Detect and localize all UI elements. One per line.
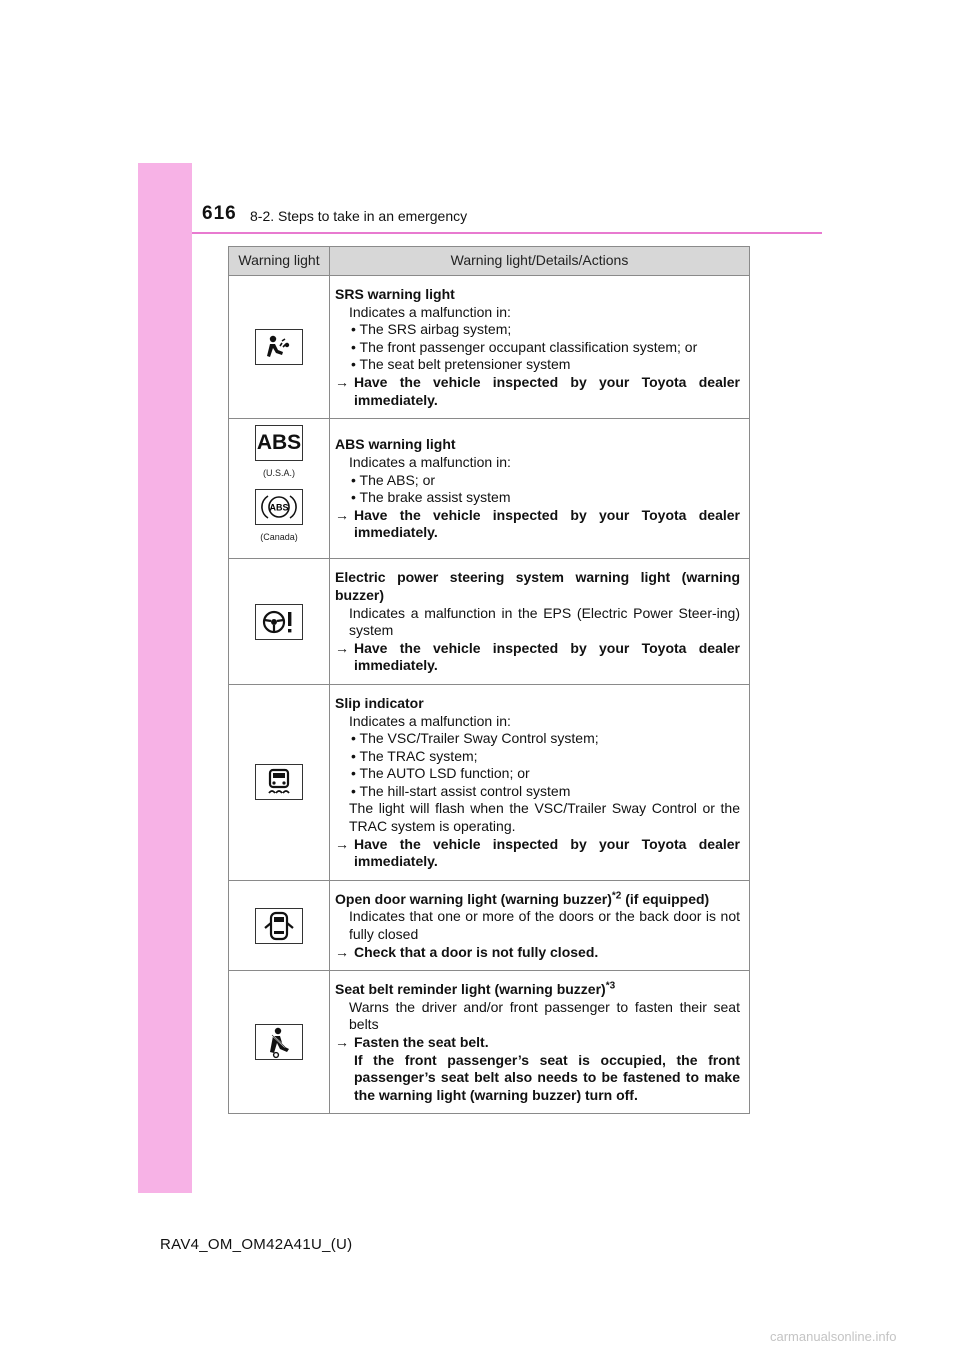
row-intro: Indicates a malfunction in the EPS (Electric Power Steer-ing) system: [349, 604, 740, 639]
row-action-text: Have the vehicle inspected by your Toyota dealer immediately.: [354, 639, 740, 674]
row-title: [335, 891, 740, 909]
row-intro: Indicates a malfunction in:: [349, 454, 511, 471]
abs-usa-icon: ABS: [255, 425, 303, 461]
row-action-note: If the front passenger’s seat is occupied, the front passenger’s seat belt also needs to be fastened to make the warning light (warning buzzer) turn off.: [354, 1051, 740, 1103]
warning-light-table: [228, 246, 750, 1114]
table-row: [229, 880, 750, 970]
row-title-text: Seat belt reminder light (warning buzzer): [335, 981, 606, 998]
icon-cell: [229, 276, 330, 419]
details-cell: [330, 276, 750, 419]
details-cell: [330, 880, 750, 970]
row-intro: Indicates a malfunction in:: [349, 303, 511, 320]
document-code: RAV4_OM_OM42A41U_(U): [160, 1236, 353, 1253]
row-title-suffix: (if equipped): [621, 890, 710, 907]
row-action-text: Check that a door is not fully closed.: [354, 943, 599, 960]
icon-cell: [229, 971, 330, 1114]
srs-airbag-icon: [255, 329, 303, 365]
table-row: [229, 276, 750, 419]
watermark: carmanualsonline.info: [770, 1329, 897, 1344]
icon-cell: [229, 419, 330, 559]
row-bullet: • The seat belt pretensioner system: [351, 356, 571, 373]
row-title-text: Open door warning light (warning buzzer): [335, 890, 612, 907]
arrow-icon: →: [335, 1034, 349, 1050]
slip-indicator-icon: [255, 764, 303, 800]
table-header-row: [229, 247, 750, 276]
footnote-marker: *2: [611, 890, 622, 902]
row-intro: Indicates a malfunction in:: [349, 712, 511, 729]
row-action: [335, 1034, 740, 1052]
row-note: The light will flash when the VSC/Trailer Sway Control or the TRAC system is operating.: [349, 800, 740, 835]
arrow-icon: →: [335, 506, 349, 523]
open-door-icon: [255, 908, 303, 944]
row-action: [335, 507, 740, 542]
row-bullet: • The ABS; or: [351, 471, 436, 488]
column-header-details: Warning light/Details/Actions: [330, 247, 750, 276]
header-rule: [192, 232, 822, 234]
page-number: 616: [202, 203, 237, 224]
row-action: [335, 640, 740, 675]
row-bullet: • The TRAC system;: [351, 747, 478, 764]
row-action-text: Have the vehicle inspected by your Toyota dealer immediately.: [354, 373, 740, 408]
table-row: [229, 419, 750, 559]
icon-cell: [229, 559, 330, 685]
row-action: [335, 836, 740, 871]
details-cell: [330, 971, 750, 1114]
eps-steering-warning-icon: [255, 604, 303, 640]
row-bullet: • The hill-start assist control system: [351, 782, 571, 799]
abs-canada-icon: [255, 489, 303, 525]
table-row: [229, 684, 750, 880]
row-bullet: • The SRS airbag system;: [351, 321, 512, 338]
table-row: [229, 971, 750, 1114]
arrow-icon: →: [335, 835, 349, 852]
abs-circle-icon: [261, 492, 297, 522]
icon-caption-usa: (U.S.A.): [262, 468, 295, 479]
table-row: [229, 559, 750, 685]
details-cell: [330, 684, 750, 880]
icon-caption-canada: (Canada): [260, 531, 298, 542]
row-title: ABS warning light: [335, 436, 456, 453]
row-intro: Warns the driver and/or front passenger to fasten their seat belts: [349, 998, 740, 1033]
row-bullet: • The front passenger occupant classification system; or: [351, 338, 698, 355]
section-title: 8-2. Steps to take in an emergency: [250, 208, 468, 224]
row-bullet: • The VSC/Trailer Sway Control system;: [351, 730, 599, 747]
row-title: Electric power steering system warning light (warning buzzer): [335, 569, 740, 603]
row-action-text: Have the vehicle inspected by your Toyota dealer immediately.: [354, 835, 740, 870]
arrow-icon: →: [335, 943, 349, 960]
row-bullet: • The AUTO LSD function; or: [351, 765, 530, 782]
arrow-icon: →: [335, 639, 349, 656]
arrow-icon: →: [335, 373, 349, 390]
row-action-text: Fasten the seat belt.: [354, 1034, 489, 1050]
row-bullet: • The brake assist system: [351, 489, 511, 506]
seat-belt-reminder-icon: [255, 1024, 303, 1060]
details-cell: [330, 419, 750, 559]
row-action: [335, 944, 740, 962]
footnote-marker: *3: [605, 980, 616, 992]
icon-cell: [229, 880, 330, 970]
row-action-text: Have the vehicle inspected by your Toyota dealer immediately.: [354, 506, 740, 541]
abs-circle-label: ABS: [269, 502, 289, 513]
row-intro: Indicates that one or more of the doors or the back door is not fully closed: [349, 908, 740, 943]
column-header-warning-light: Warning light: [229, 247, 330, 276]
icon-cell: [229, 684, 330, 880]
row-action: [335, 374, 740, 409]
details-cell: [330, 559, 750, 685]
row-title: SRS warning light: [335, 286, 455, 302]
side-tab-band: [138, 163, 192, 1193]
row-title: [335, 981, 740, 999]
row-title: Slip indicator: [335, 694, 424, 711]
